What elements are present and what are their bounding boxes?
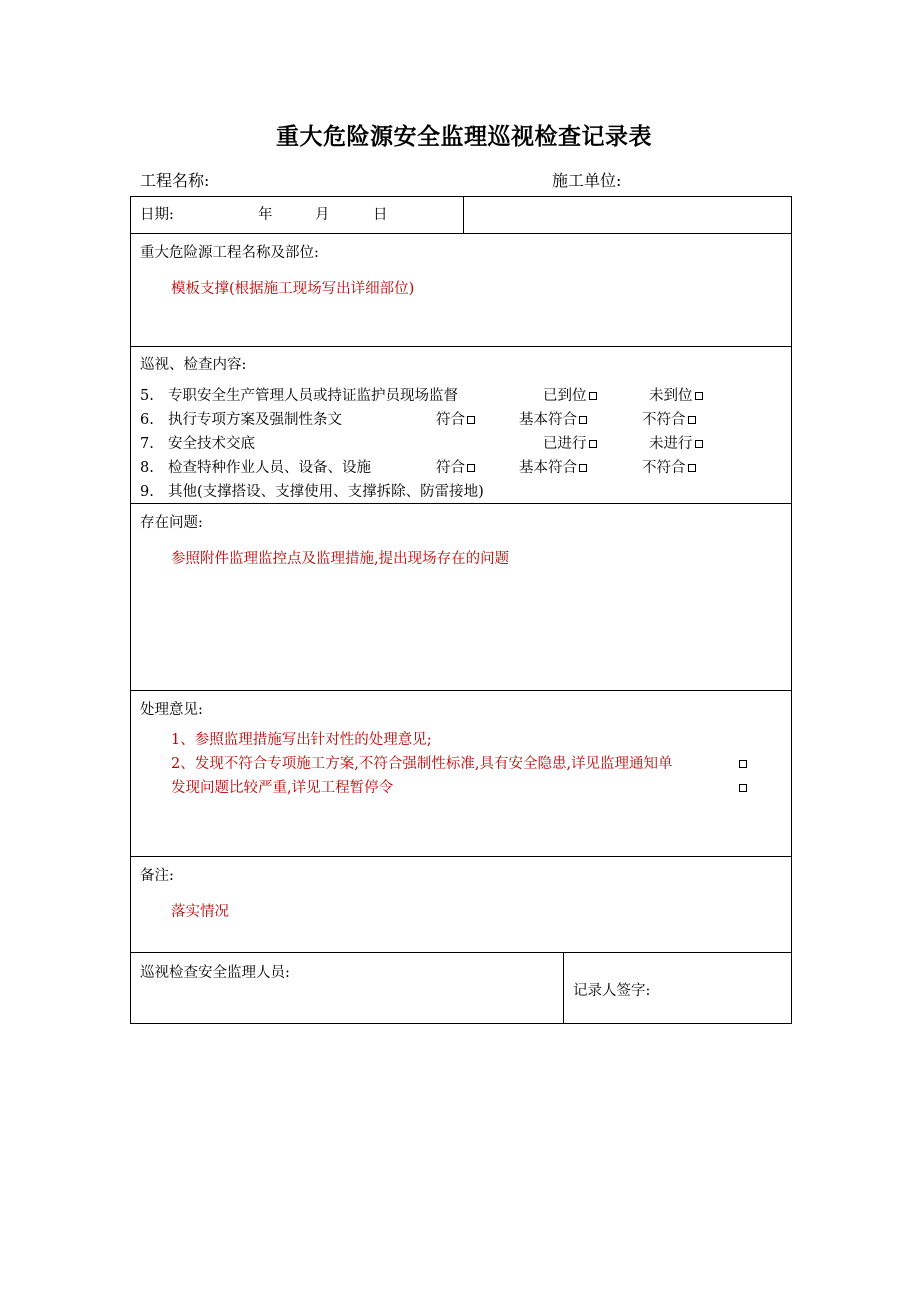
opinion-line-2: 2、发现不符合专项施工方案,不符合强制性标准,具有安全隐患,详见监理通知单 <box>171 756 673 772</box>
checkbox-icon <box>695 392 703 400</box>
option-basically-compliant[interactable] <box>519 411 587 429</box>
issues-hint: 参照附件监理监控点及监理措施,提出现场存在的问题 <box>171 551 510 567</box>
option-compliant[interactable] <box>436 411 475 429</box>
divider <box>131 856 791 857</box>
option-label: 已进行 <box>543 436 587 452</box>
checkbox-icon <box>688 416 696 424</box>
option-non-compliant[interactable] <box>642 459 696 477</box>
option-label: 不符合 <box>642 460 686 476</box>
item-text: 安全技术交底 <box>168 436 255 452</box>
checkbox-icon <box>579 464 587 472</box>
suspension-order-checkbox[interactable] <box>737 779 747 797</box>
opinion-line-3: 发现问题比较严重,详见工程暂停令 <box>171 780 394 796</box>
opinion-label: 处理意见: <box>140 702 203 718</box>
checkbox-icon <box>467 416 475 424</box>
item-text: 专职安全生产管理人员或持证监护员现场监督 <box>168 388 458 404</box>
option-not-conducted[interactable] <box>649 435 703 453</box>
checkbox-icon <box>589 440 597 448</box>
divider <box>131 233 791 234</box>
remarks-label: 备注: <box>140 868 174 884</box>
option-basically-compliant[interactable] <box>519 459 587 477</box>
divider <box>563 952 564 1024</box>
option-label: 符合 <box>436 412 465 428</box>
option-not-in-place[interactable] <box>649 387 703 405</box>
item-text: 执行专项方案及强制性条文 <box>168 412 342 428</box>
date-day-label: 日 <box>373 207 388 223</box>
divider <box>131 952 791 953</box>
item-number: 7. <box>140 436 154 452</box>
option-label: 符合 <box>436 460 465 476</box>
inspection-record-form <box>130 196 792 1024</box>
checkbox-icon <box>695 440 703 448</box>
option-compliant[interactable] <box>436 459 475 477</box>
form-title: 重大危险源安全监理巡视检查记录表 <box>276 124 652 150</box>
opinion-line-1: 1、参照监理措施写出针对性的处理意见; <box>171 732 432 748</box>
inspector-label: 巡视检查安全监理人员: <box>140 965 290 981</box>
checkbox-icon <box>467 464 475 472</box>
option-label: 未进行 <box>649 436 693 452</box>
inspection-content-label: 巡视、检查内容: <box>140 357 247 373</box>
item-number: 6. <box>140 412 154 428</box>
item-number: 9. <box>140 484 154 500</box>
supervision-notice-checkbox[interactable] <box>737 755 747 773</box>
option-label: 基本符合 <box>519 460 577 476</box>
option-conducted[interactable] <box>543 435 597 453</box>
item-number: 5. <box>140 388 154 404</box>
issues-label: 存在问题: <box>140 515 203 531</box>
date-month-label: 月 <box>315 207 330 223</box>
item-text: 检查特种作业人员、设备、设施 <box>168 460 371 476</box>
option-label: 已到位 <box>543 388 587 404</box>
project-name-label: 工程名称: <box>140 171 210 190</box>
divider <box>131 503 791 504</box>
item-text: 其他(支撑搭设、支撑使用、支撑拆除、防雷接地) <box>168 484 484 500</box>
remarks-hint: 落实情况 <box>171 904 229 920</box>
option-in-place[interactable] <box>543 387 597 405</box>
recorder-signature-label: 记录人签字: <box>573 983 651 999</box>
divider <box>131 346 791 347</box>
checkbox-icon <box>579 416 587 424</box>
date-year-label: 年 <box>258 207 273 223</box>
item-number: 8. <box>140 460 154 476</box>
hazard-source-label: 重大危险源工程名称及部位: <box>140 245 319 261</box>
hazard-source-hint: 模板支撑(根据施工现场写出详细部位) <box>171 281 415 297</box>
divider <box>131 690 791 691</box>
date-right-cell[interactable] <box>464 198 792 232</box>
option-non-compliant[interactable] <box>642 411 696 429</box>
option-label: 未到位 <box>649 388 693 404</box>
option-label: 基本符合 <box>519 412 577 428</box>
option-label: 不符合 <box>642 412 686 428</box>
checkbox-icon <box>739 760 747 768</box>
checkbox-icon <box>739 784 747 792</box>
checkbox-icon <box>589 392 597 400</box>
checkbox-icon <box>688 464 696 472</box>
date-label: 日期: <box>140 207 174 223</box>
construction-unit-label: 施工单位: <box>552 171 622 190</box>
